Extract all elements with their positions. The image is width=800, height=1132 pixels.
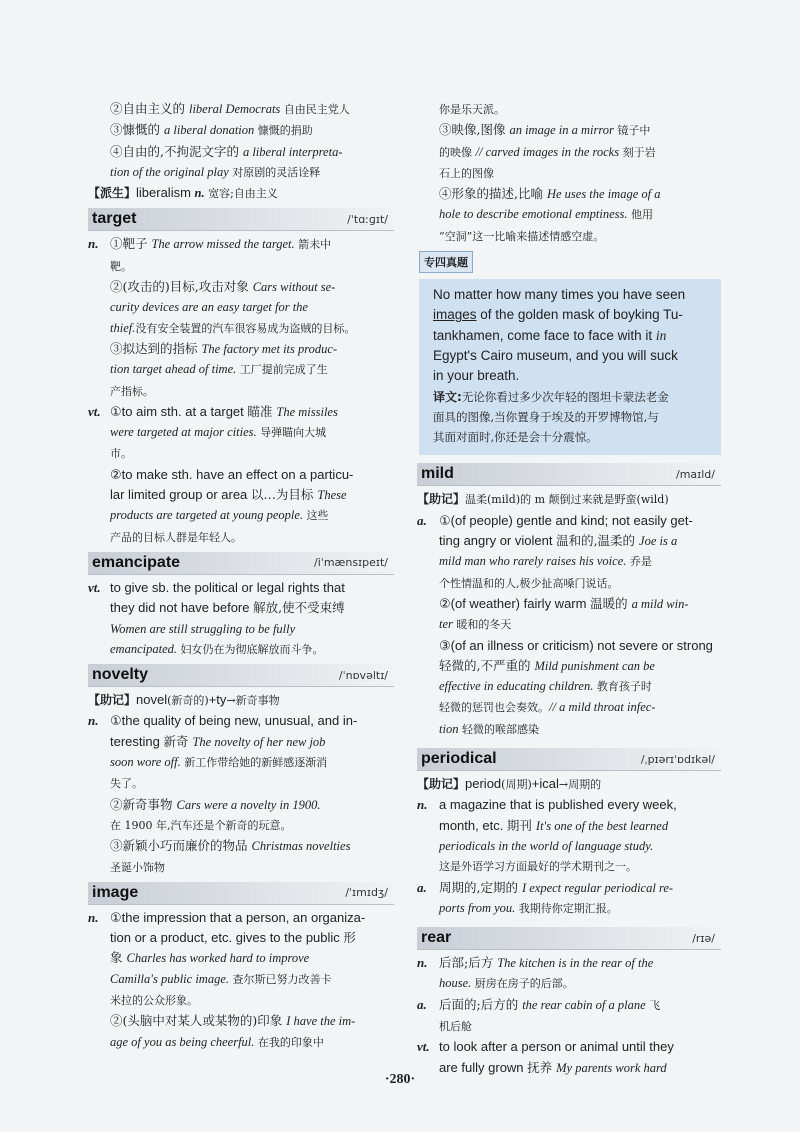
entry-rear: n. 后部;后方 The kitchen is in the rear of the house. 厨房在房子的后部。 a. 后面的;后方的 the rear cabin of a plane 飞 机后舱 vt. to look after a person or animal until they are fully grown 抚养 My parents work hard xyxy=(417,955,674,1075)
headword-emancipate: emancipate /iˈmænsɪpeɪt/ xyxy=(88,552,394,575)
left-column xyxy=(88,99,394,1053)
liberal-derived: 【派生】liberalism n. 宽容;自由主义 xyxy=(88,185,278,201)
exam-box: No matter how many times you have seen images of the golden mask of boyking Tu- tankhamen, come face to face with it in Egypt's Cairo museum, and you will suck in your breath. 译文:无论你看过多少次年轻的图坦卡蒙法老金 面具的图像,当你置身于埃及的开罗博物馆,与 其面对面时,你还是会十分震惊。 xyxy=(419,279,721,455)
headword-rear: rear /rɪə/ xyxy=(417,927,721,950)
entry-periodical: 【助记】period(周期)+ical→周期的 n. a magazine that is published every week, month, etc. 期刊 It's one of the best learned periodicals in the world of language study. 这是外语学习方面最好的学术期刊之一。 a. 周期的,定期的 I expect regular periodical re- ports from you. 我期待你定期汇报。 xyxy=(417,776,677,915)
liberal-senses: ②自由主义的 liberal Democrats 自由民主党人 ③慷慨的 a liberal donation 慷慨的捐助 ④自由的,不拘泥文字的 a liberal interpreta- tion of the original play 对原剧的灵活诠释 xyxy=(110,101,350,179)
headword-image: image /ˈɪmɪdʒ/ xyxy=(88,882,394,905)
entry-emancipate: vt. to give sb. the political or legal rights that they did not have before 解放,使不受束缚 Women are still struggling to be fully emancipated. 妇女仍在为彻底解放而斗争。 xyxy=(88,579,345,656)
entry-target: n. ①靶子 The arrow missed the target. 箭未中 靶。 ②(攻击的)目标,攻击对象 Cars without se- curity devices are an easy target for the thief.没有安全装置的汽车很容易成为盗贼的目标。 ③拟达到的指标 The factory met its produc- tion target ahead of time. 工厂提前完成了生 产指标。 vt. ①to aim sth. at a target 瞄准 The missiles were targeted at major cities. 导弹瞄向大城 市。 ②to make sth. have an effect on a particu- lar limited group or area 以…为目标 These products are targeted at young people. 这些 产品的目标人群是年轻人。 xyxy=(88,236,356,544)
entry-image: n. ①the impression that a person, an organiza- tion or a product, etc. gives to the public 形 象 Charles has worked hard to improve Camilla's public image. 查尔斯已努力改善卡 米拉的公众形象。 ②(头脑中对某人或某物的)印象 I have the im- age of you as being cheerful. 在我的印象中 xyxy=(88,909,366,1049)
entry-mild: 【助记】温柔(mild)的 m 颠倒过来就是野蛮(wild) a. ①(of people) gentle and kind; not easily get- ting angry or violent 温和的,温柔的 Joe is a mild man who rarely raises his voice. 乔是 个性情温和的人,极少扯高嗓门说话。 ②(of weather) fairly warm 温暖的 a mild win- ter 暖和的冬天 ③(of an illness or criticism) not severe or strong 轻微的,不严重的 Mild punishment can be effective in educating children. 教育孩子时 轻微的惩罚也会奏效。// a mild throat infec- tion 轻微的喉部感染 xyxy=(417,492,713,736)
image-senses-cont: 你是乐天派。 ③映像,图像 an image in a mirror 镜子中 的映像 // carved images in the rocks 刻于岩 石上的图像 ④形象的描述,比喻 He uses the image of a hole to describe emotional emptiness. 他用 “空洞”这一比喻来描述情感空虚。 xyxy=(439,103,661,243)
headword-novelty: novelty /ˈnɒvəltɪ/ xyxy=(88,664,394,687)
page-number: ·280· xyxy=(384,1072,416,1087)
headword-periodical: periodical /ˌpɪərɪˈɒdɪkəl/ xyxy=(417,748,721,771)
right-column xyxy=(417,99,721,1078)
exam-label: 专四真题 xyxy=(419,251,473,273)
headword-mild: mild /maɪld/ xyxy=(417,463,721,486)
headword-target: target /ˈtɑːɡɪt/ xyxy=(88,208,394,231)
entry-novelty: 【助记】novel(新奇的)+ty→新奇事物 n. ①the quality of being new, unusual, and in- teresting 新奇 The novelty of her new job soon wore off. 新工作带给她的新鲜感逐渐消 失了。 ②新奇事物 Cars were a novelty in 1900. 在 1900 年,汽车还是个新奇的玩意。 ③新颖小巧而廉价的物品 Christmas novelties 圣诞小饰物 xyxy=(88,692,358,874)
